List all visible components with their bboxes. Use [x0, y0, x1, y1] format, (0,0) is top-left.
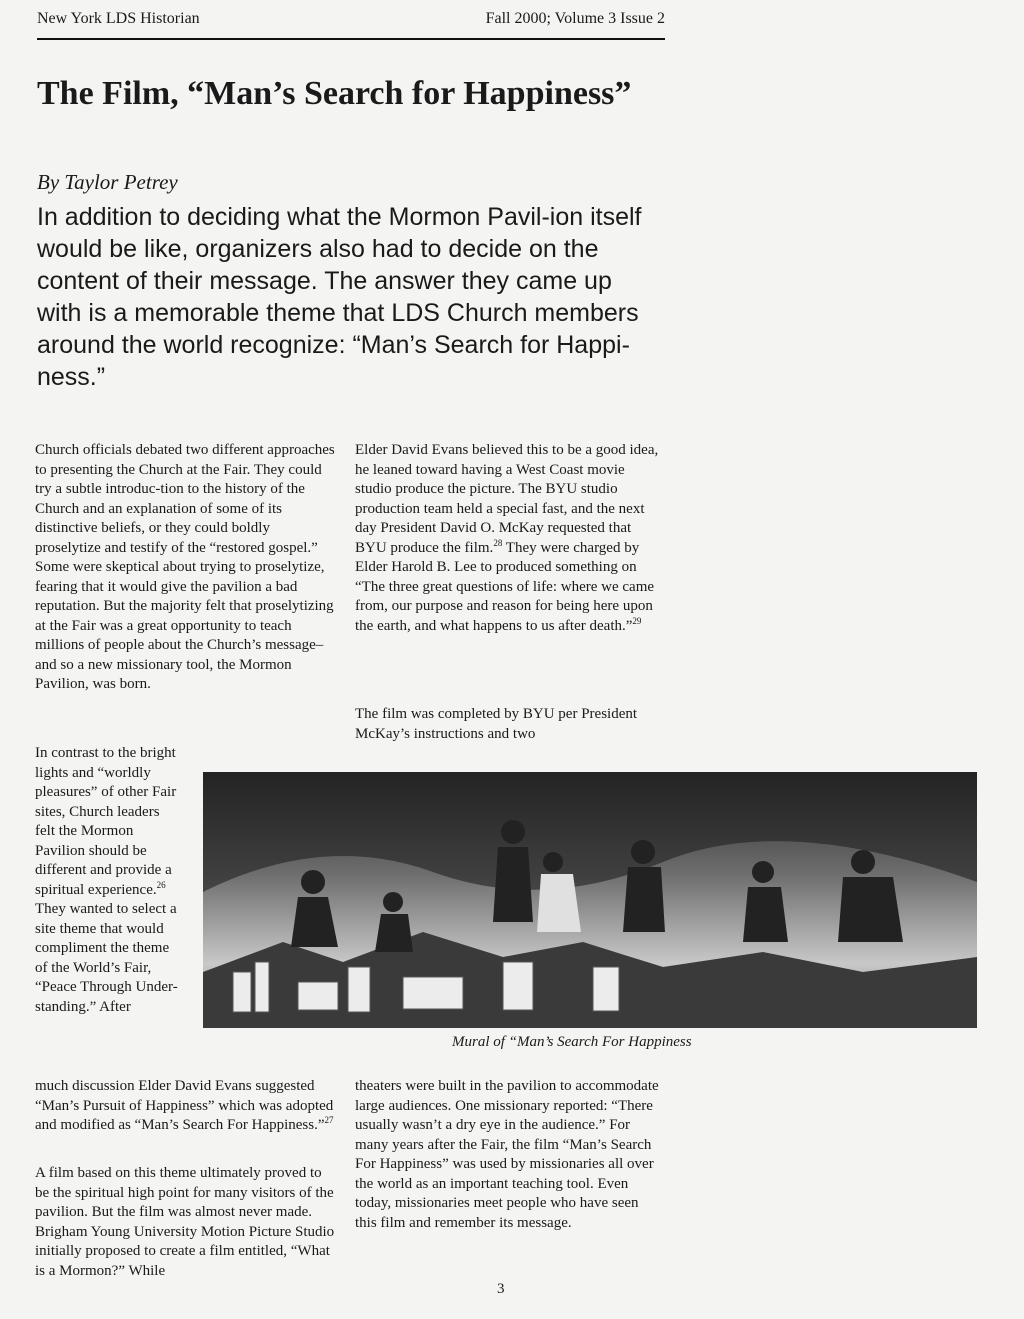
column1-narrow-paragraph — [35, 744, 180, 1017]
column2-paragraph1-text-b: They were charged by Elder Harold B. Lee to produced something on “The three great questions of life: where we came from, our purpose and reason for being here upon the earth, and what happens to us after death.” — [355, 539, 655, 634]
article-title: The Film, “Man’s Search for Happiness” — [37, 75, 632, 112]
footnote-27: 27 — [324, 1115, 334, 1125]
narrow-paragraph-text-a: In contrast to the bright lights and “worldly pleasures” of other Fair sites, Church leaders felt the Mormon Pavilion should be different and provide a spiritual experience. — [35, 745, 177, 898]
column1-paragraph2-continued — [35, 1077, 335, 1136]
mural-illustration — [203, 772, 977, 1028]
publication-name: New York LDS Historian — [37, 10, 200, 27]
page-number: 3 — [497, 1281, 505, 1297]
byline: By Taylor Petrey — [37, 170, 178, 194]
column2-paragraph3: theaters were built in the pavilion to accommodate large audiences. One missionary reported: “There usually wasn’t a dry eye in the audience.” For many years after the Fair, the film “Man’s Search For Happiness” was used by missionaries all over the world as an important teaching tool. Even today, missionaries meet people who have seen this film and remember its message. — [355, 1078, 659, 1231]
column2-paragraph2: The film was completed by BYU per President McKay’s instructions and two — [355, 706, 638, 742]
running-header — [37, 8, 665, 40]
issue-info: Fall 2000; Volume 3 Issue 2 — [485, 10, 665, 27]
continued-text: much discussion Elder David Evans suggested “Man’s Pursuit of Happiness” which was adopted and modified as “Man’s Search For Happiness.” — [35, 1078, 334, 1133]
lede-paragraph: In addition to deciding what the Mormon Pavil-ion itself would be like, organizers also had to decide on the content of their message. The answer they came up with is a memorable theme that LDS Church members around the world recognize: “Man’s Search for Happi-ness.” — [37, 203, 642, 391]
column1-paragraph3: A film based on this theme ultimately proved to be the spiritual high point for many visitors of the pavilion. But the film was almost never made. Brigham Young University Motion Picture Studio initially proposed to create a film entitled, “What is a Mormon?” While — [35, 1165, 335, 1279]
column1-paragraph1: Church officials debated two different approaches to presenting the Church at the Fair. They could try a subtle introduc-tion to the history of the Church and an explanation of some of its distinctive beliefs, or they could boldly proselytize and testify of the “restored gospel.” Some were skeptical about trying to proselytize, fearing that it would give the pavilion a bad reputation. But the majority felt that proselytizing at the Fair was a great opportunity to teach millions of people about the Church’s message–and so a new missionary tool, the Mormon Pavilion, was born. — [35, 442, 335, 692]
mural-caption: Mural of “Man’s Search For Happiness — [452, 1034, 692, 1050]
footnote-29: 29 — [632, 615, 642, 626]
narrow-paragraph-text-b: They wanted to select a site theme that would compliment the theme of the World’s Fair, “Peace Through Under-standing.” After — [35, 901, 178, 1015]
mural-image — [203, 772, 977, 1028]
footnote-28: 28 — [493, 537, 503, 548]
column2-paragraph1 — [355, 441, 660, 636]
column2-paragraph1-text-a: Elder David Evans believed this to be a good idea, he leaned toward having a West Coast movie studio produce the picture. The BYU studio production team held a special fast, and the next day President David O. McKay requested that BYU produce the film. — [355, 442, 659, 556]
footnote-26: 26 — [156, 879, 166, 890]
